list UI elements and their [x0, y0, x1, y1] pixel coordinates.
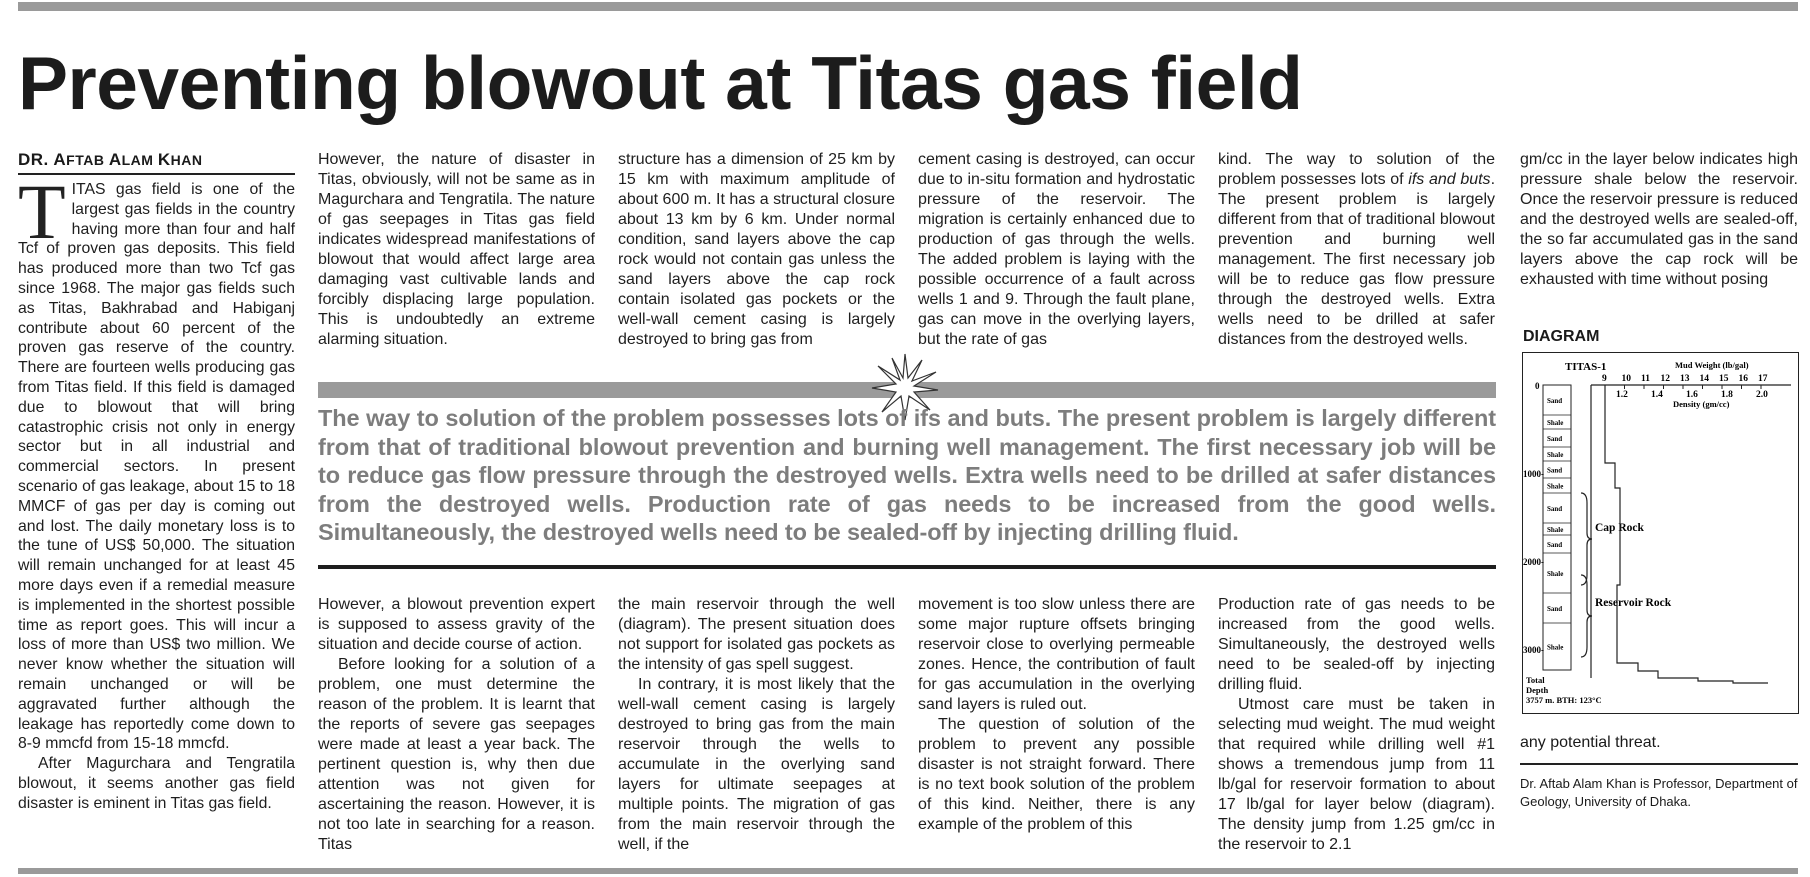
mud-tick: 14 [1699, 374, 1709, 384]
lead-paragraph: TITAS gas field is one of the largest gas fields in the country having more than four and half Tcf of proven gas deposits. This field has produced more than two Tcf gas since 1968. The major gas fields such as Titas, Bakhrabad and Habiganj contribute about 60 percent of the proven gas reserve of the country. There are fourteen wells producing gas from Titas field. If this field is damaged due to blowout that will bring catastrophic crisis not only in energy sector but in all industrial and commercial sectors. In present scenario of gas leakage, about 15 to 18 MMCF of gas per day is coming out and lost. The daily monetary loss is to the tune of US$ 50,000. The situation will remain unchanged for at least 45 more days even if a remedial measure is implemented in the shortest possible time as report goes. This will incur a loss of more than US$ two million. We never know whether the situation will remain unchanged or will be aggravated further although the leakage has reportedly come down to 8-9 mmcfd from 15-18 mmcfd. [18, 168, 295, 753]
mud-tick: 12 [1660, 374, 1670, 384]
lithology-label: Shale [1547, 451, 1564, 459]
lithology-column [1543, 397, 1571, 670]
total-depth-label: Total [1526, 675, 1545, 685]
mud-tick: 10 [1621, 374, 1631, 384]
mud-weight-curve [1605, 385, 1768, 683]
density-tick: 1.6 [1686, 390, 1698, 400]
mud-tick: 13 [1680, 374, 1690, 384]
bio-rule [1520, 763, 1798, 765]
mud-tick: 17 [1758, 374, 1768, 384]
depth-tick: 3000- [1523, 645, 1544, 655]
column-2-bottom: However, a blowout prevention expert is supposed to assess gravity of the situation and decide course of action. Before looking for a solution of a problem, one must determine the reason of the problem. It is learnt that the reports of severe gas seepages were made at least a year back. The pertinent question is, why then due attention was not given for ascertaining the reason. However, it is not too late in searching for a reason. Titas [318, 596, 595, 853]
column-4-bottom: movement is too slow unless there are some major rupture offsets bringing reservoir close to overlying permeable zones. Hence, the contribution of fault for gas accumulation in the overlying sand layers is ruled out. The question of solution of the problem to prevent any possible disaster is not straight forward. There is no text book solution of the problem of this kind. Neither, there is any example of the problem of this [918, 596, 1195, 833]
lithology-label: Shale [1547, 643, 1564, 652]
drop-cap: T [18, 168, 66, 255]
mud-tick: 15 [1719, 374, 1729, 384]
lithology-label: Shale [1547, 419, 1564, 427]
lithology-label: Sand [1547, 435, 1563, 443]
lithology-label: Sand [1547, 466, 1563, 475]
column-6-top: gm/cc in the layer below indicates high pressure shale below the reservoir. Once the reservoir pressure is reduced and the destroyed wells are sealed-off, the so far accumulated gas in the sand layers above the cap rock will be exhausted with time without posing [1520, 151, 1798, 288]
lithology-label: Sand [1547, 505, 1563, 513]
density-tick: 1.4 [1651, 390, 1663, 400]
byline: DR. AFTAB ALAM KHAN [18, 150, 295, 175]
density-label: Density (gm/cc) [1673, 399, 1730, 409]
density-tick: 2.0 [1756, 390, 1768, 400]
lithology-label: Sand [1547, 605, 1563, 613]
column-1 [18, 168, 295, 814]
depth-tick: 1000- [1523, 469, 1544, 479]
author-bio: Dr. Aftab Alam Khan is Professor, Department of Geology, University of Dhaka. [1520, 776, 1798, 809]
depth-value: 3757 m. BTH: 123°C [1526, 695, 1602, 705]
lithology-label: Sand [1547, 397, 1563, 405]
headline: Preventing blowout at Titas gas field [18, 41, 1303, 125]
lithology-label: Sand [1547, 541, 1563, 549]
paragraph: After Magurchara and Tengratila blowout, it seems another gas field disaster is eminent in Titas gas field. [18, 755, 295, 812]
density-tick: 1.8 [1721, 390, 1733, 400]
column-3-bottom: the main reservoir through the well (diagram). The present situation does not support for isolated gas pockets as the intensity of gas spell suggest. In contrary, it is most likely that the well-wall cement casing is largely destroyed to bring gas from the main reservoir through the wells to accumulate in the overlying sand layers for ultimate seepages at multiple points. The migration of gas from the main reservoir through the well, if the [618, 596, 895, 853]
column-5-bottom: Production rate of gas needs to be increased from the good wells. Simultaneously, the destroyed wells need to be sealed-off by injecting drilling fluid. Utmost care must be taken in selecting mud weight. The mud weight that required while drilling well #1 shows a tremendous jump from 11 lb/gal for reservoir formation to about 17 lb/gal for layer below (diagram). The density jump from 1.25 gm/cc in the reservoir to 2.1 [1218, 596, 1495, 853]
lithology-label: Shale [1547, 570, 1564, 578]
lithology-label: Shale [1547, 526, 1564, 534]
mud-weight-ticks [1602, 374, 1768, 389]
closing-text: any potential threat. [1520, 734, 1661, 751]
bottom-rule [18, 868, 1798, 874]
mud-tick: 11 [1641, 374, 1650, 384]
column-3-top: structure has a dimension of 25 km by 15 km with maximum amplitude of about 600 m. It has a structural closure about 13 km by 6 km. Under normal condition, sand layers above the cap rock would not contain gas unless the sand layers above the cap rock contain isolated gas pockets or the well-wall cement casing is largely destroyed to bring gas from [618, 151, 895, 348]
mud-tick: 9 [1602, 374, 1607, 384]
well-label: TITAS-1 [1565, 361, 1607, 373]
density-tick: 1.2 [1616, 390, 1628, 400]
column-2-top: However, the nature of disaster in Titas, obviously, will not be same as in Magurchara and Tengratila. The nature of gas seepages in Titas gas field indicates widespread manifestations of blowout that would affect large area damaging vast cultivable lands and forcibly displacing large population. This is undoubtedly an extreme alarming situation. [318, 151, 595, 348]
depth-tick: 2000- [1523, 557, 1544, 567]
lithology-label: Shale [1547, 482, 1564, 491]
diagram-figure [1522, 352, 1799, 714]
depth-ticks [1523, 381, 1544, 655]
pull-quote-rule [318, 565, 1496, 569]
pull-quote: The way to solution of the problem possesses lots of ifs and buts. The present problem is largely different from that of traditional blowout prevention and burning well management. The first necessary job will be to reduce gas flow pressure through the destroyed wells. Extra wells need to be drilled at safer distances from the destroyed wells. Production rate of gas needs to be increased from the good wells. Simultaneously, the destroyed wells need to be sealed-off by injecting drilling fluid. [318, 405, 1496, 545]
diagram-title: DIAGRAM [1523, 328, 1600, 345]
mud-tick: 16 [1738, 374, 1748, 384]
column-5-top: kind. The way to solution of the problem possesses lots of ifs and buts. The present problem is largely different from that of traditional blowout prevention and burning well management. The first necessary job will be to reduce gas flow pressure through the destroyed wells. Extra wells need to be drilled at safer distances from the destroyed wells. [1218, 151, 1496, 348]
reservoir-rock-label: Reservoir Rock [1595, 597, 1672, 609]
depth-tick: 0 [1535, 381, 1540, 391]
depth-word: Depth [1526, 685, 1549, 695]
cap-rock-label: Cap Rock [1595, 522, 1644, 534]
mud-weight-label: Mud Weight (lb/gal) [1675, 360, 1749, 370]
top-rule [18, 2, 1798, 11]
column-4-top: cement casing is destroyed, can occur due to in-situ formation and hydrostatic pressure of the reservoir. The migration is certainly enhanced due to production of gas through the wells. The added problem is laying with the possible occurrence of a fault across wells 1 and 9. Through the fault plane, gas can move in the overlying layers, but the rate of gas [918, 151, 1195, 348]
